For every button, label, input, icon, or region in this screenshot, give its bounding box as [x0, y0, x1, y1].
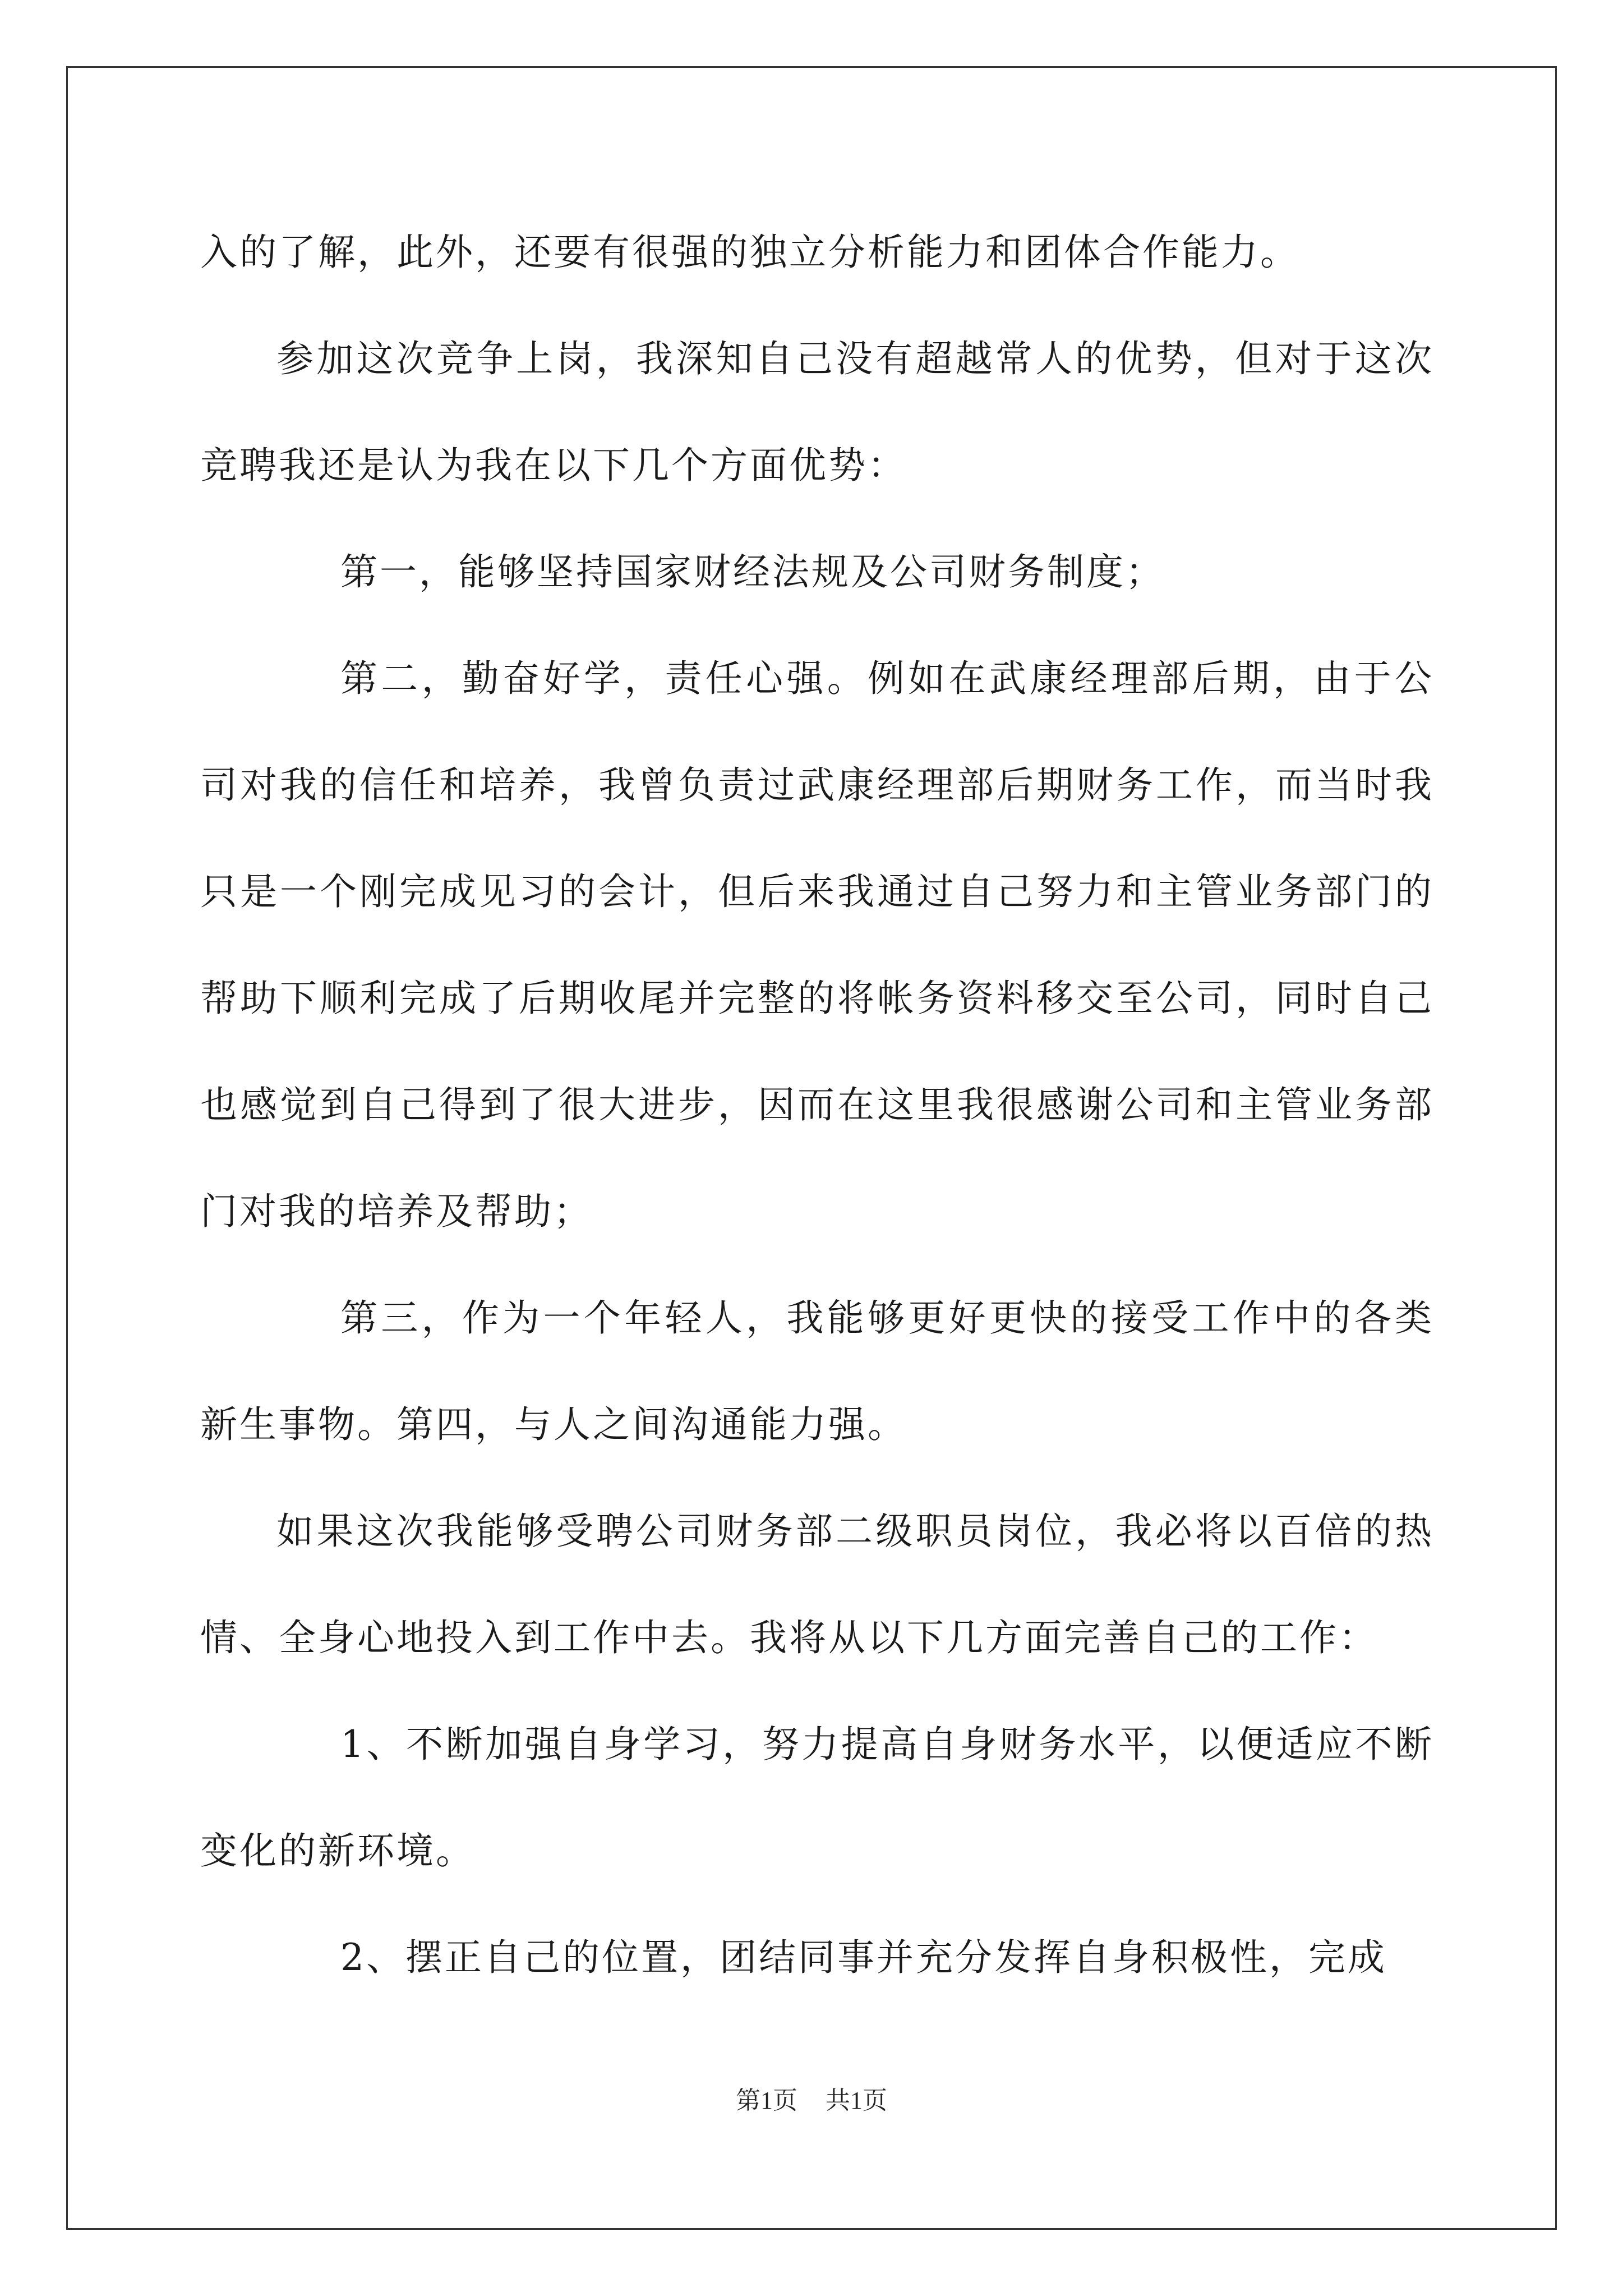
page-number-current: 第1页 — [736, 2087, 797, 2114]
paragraph-6: 如果这次我能够受聘公司财务部二级职员岗位，我必将以百倍的热情、全身心地投入到工作中去。我将从以下几方面完善自己的工作： — [200, 1510, 1434, 1659]
document-body — [200, 199, 1434, 2011]
page-footer — [0, 2080, 1623, 2116]
paragraph-1: 入的了解，此外，还要有很强的独立分析能力和团体合作能力。 — [200, 231, 1299, 274]
page-number-total: 共1页 — [826, 2087, 887, 2114]
paragraph-5: 第三，作为一个年轻人，我能够更好更快的接受工作中的各类新生事物。第四，与人之间沟通能力强。 — [200, 1296, 1434, 1446]
paragraph-4: 第二，勤奋好学，责任心强。例如在武康经理部后期，由于公司对我的信任和培养，我曾负责过武康经理部后期财务工作，而当时我只是一个刚完成见习的会计，但后来我通过自己努力和主管业务部门的帮助下顺利完成了后期收尾并完整的将帐务资料移交至公司，同时自己也感觉到自己得到了很大进步，因而在这里我很感谢公司和主管业务部门对我的培养及帮助； — [200, 657, 1434, 1233]
paragraph-3: 第一，能够坚持国家财经法规及公司财务制度； — [340, 550, 1165, 593]
paragraph-7: 1、不断加强自身学习，努力提高自身财务水平，以便适应不断变化的新环境。 — [200, 1723, 1434, 1872]
paragraph-2: 参加这次竞争上岗，我深知自己没有超越常人的优势，但对于这次竞聘我还是认为我在以下几个方面优势： — [200, 337, 1434, 487]
paragraph-8: 2、摆正自己的位置，团结同事并充分发挥自身积极性，完成 — [340, 1936, 1387, 1979]
